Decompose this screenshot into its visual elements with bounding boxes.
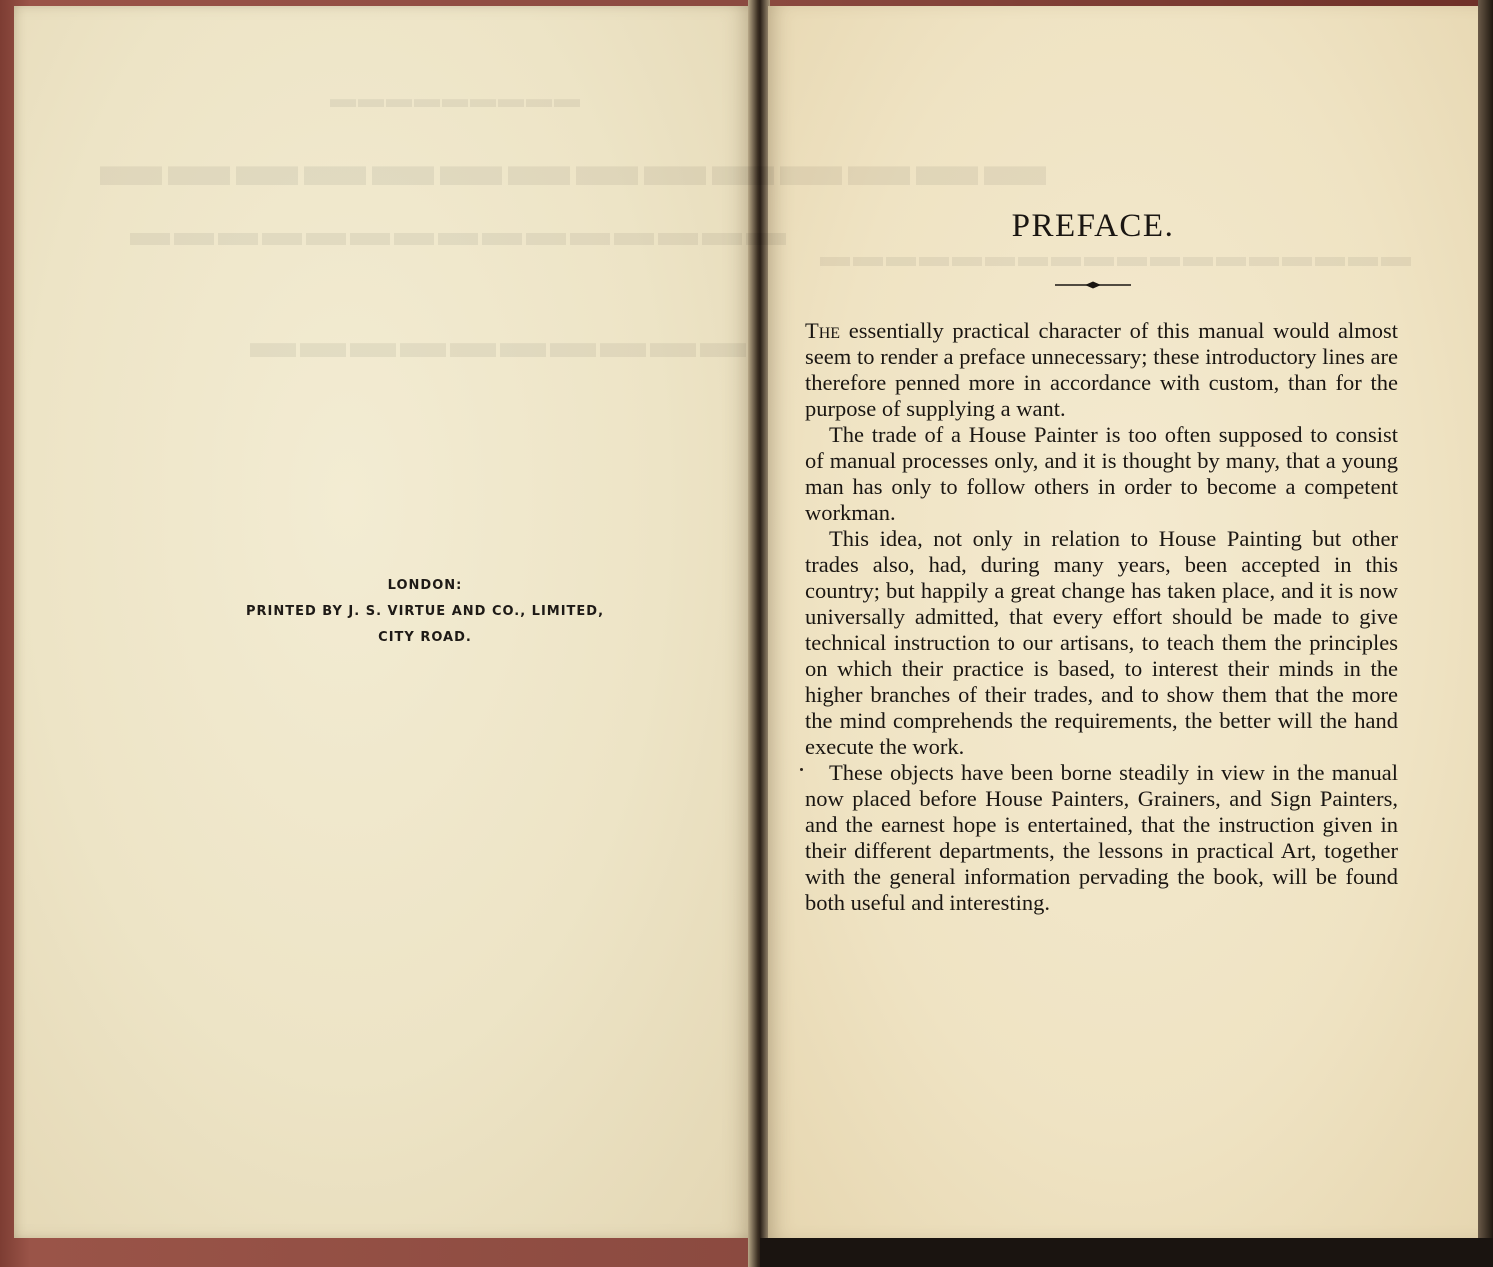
bleed-through-ghost: ▬▬▬▬▬▬▬▬▬▬ xyxy=(250,316,750,367)
paragraph xyxy=(805,318,1398,422)
page-title: PREFACE. xyxy=(1011,208,1175,244)
ink-speck xyxy=(800,768,803,771)
preface-body xyxy=(805,318,1398,916)
bleed-through-ghost: ▬▬▬▬▬▬▬▬▬▬▬▬▬▬▬ xyxy=(130,209,790,254)
paragraph-text: essentially practical character of this manual would almost seem to render a preface unnecessary; these introductory lines are therefore penned more in accordance with custom, than for the purpose of supplying a want. xyxy=(805,318,1398,421)
bottom-shadow xyxy=(760,1238,1493,1267)
bleed-through-ghost: ▬▬▬▬▬▬▬▬▬▬▬▬▬▬▬▬▬▬ xyxy=(820,240,1414,273)
imprint-city: LONDON: xyxy=(387,578,463,593)
paragraph: These objects have been borne steadily in view in the manual now placed before House Painters, Grainers, and Sign Painters, and the earnest hope is entertained, that the instruction given in their different departments, the lessons in practical Art, together with the general information pervading the book, will be found both useful and interesting. xyxy=(805,760,1398,915)
paragraph: The trade of a House Painter is too often supposed to consist of manual processes only, and it is thought by many, that a young man has only to follow others in order to become a competent workman. xyxy=(805,422,1398,525)
divider-ornament-icon xyxy=(1055,278,1131,292)
bleed-through-ghost: ▬▬▬▬▬▬▬▬▬▬▬▬▬▬ xyxy=(100,131,1052,199)
printer-imprint xyxy=(200,573,650,651)
imprint-address: CITY ROAD. xyxy=(378,630,472,645)
drop-word: The xyxy=(805,318,841,343)
page-edge-shadow xyxy=(1478,0,1493,1267)
bleed-through-ghost: ▬▬▬▬▬▬▬▬▬ xyxy=(330,84,582,113)
imprint-printer: PRINTED BY J. S. VIRTUE AND CO., LIMITED, xyxy=(245,604,605,619)
paragraph: This idea, not only in relation to House Painting but other trades also, had, during many years, been accepted in this country; but happily a great change has taken place, and it is now universally admitted, that every effort should be made to give technical instruction to our artisans, to teach them the principles on which their practice is based, to interest their minds in the higher branches of their trades, and to show them that the more the mind comprehends the requirements, the better will the hand execute the work. xyxy=(805,526,1398,759)
